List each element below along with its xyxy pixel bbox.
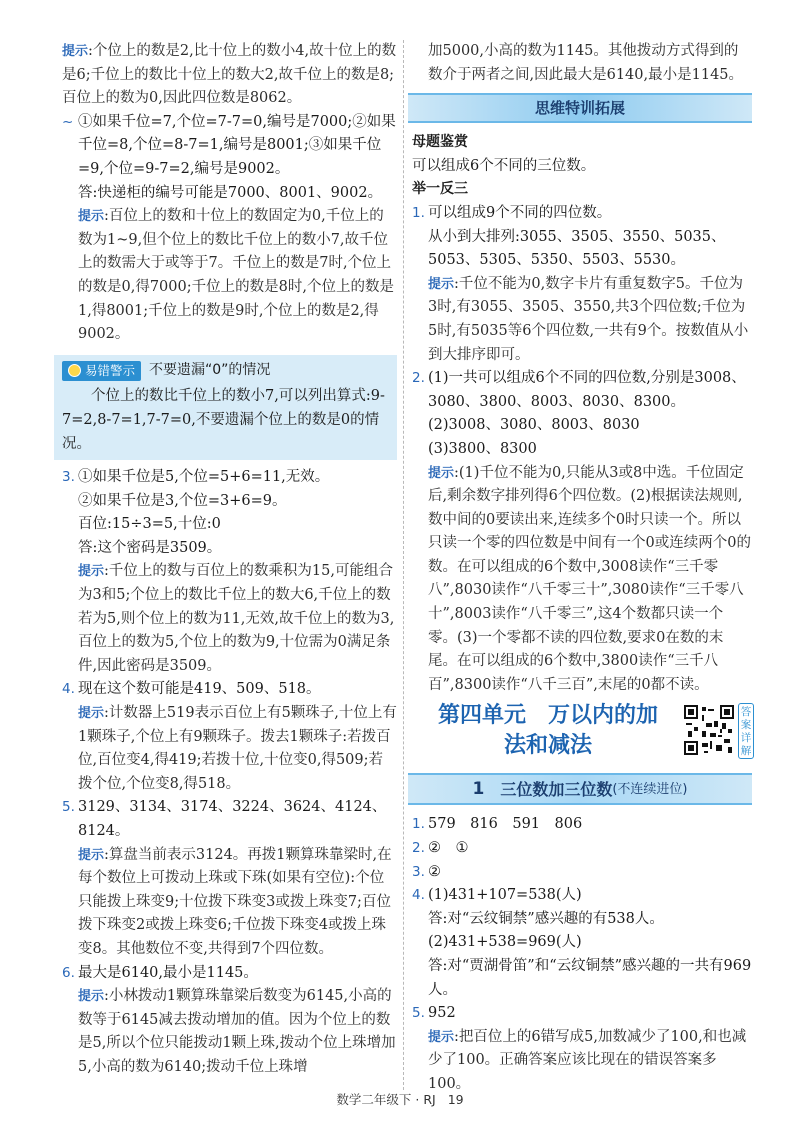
- error-warning-box: [54, 355, 397, 460]
- answer-item: [62, 111, 397, 347]
- item-number: 1.: [412, 816, 425, 833]
- answer-item: [412, 202, 752, 367]
- answer-item: [62, 962, 397, 1080]
- hint-block: 提示:小林拨动1颗算珠靠梁后数变为6145,小高的数等于6145减去拨动增加的值。因为个位上的数是5,所以个位只能拨动1颗上珠,拨动个位上珠增加5,小高的数为6140;拨动千位上珠增: [78, 988, 396, 1075]
- hint-block: 提示:算盘当前表示3124。再拨1颗算珠靠梁时,在每个数位上可拨动上珠或下珠(如果有空位):个位只能拨上珠变9;十位拨下珠变3或拨上珠变7;百位拨下珠变2或拨上珠变6;千位拨下珠变4或拨上珠变8。其他数位不变,共得到7个四位数。: [78, 846, 392, 957]
- item-number: ~: [62, 113, 74, 130]
- warning-badge: 易错警示: [62, 361, 141, 381]
- item-number: 4.: [62, 681, 75, 698]
- answer-text: 百位:15÷3=5,十位:0: [78, 516, 221, 533]
- answer-item: [62, 678, 397, 796]
- answer-text: (1)431+107=538(人): [428, 887, 582, 904]
- item-number: 2.: [412, 840, 425, 857]
- answer-item: [412, 861, 752, 885]
- answer-text: (2)431+538=969(人): [428, 934, 582, 951]
- answer-item: [412, 813, 752, 837]
- answer-text: (1)一共可以组成6个不同的四位数,分别是3008、3080、3800、8003、8030、8300。: [428, 370, 746, 410]
- answer-item: [62, 466, 397, 678]
- subsection-heading: 举一反三: [412, 181, 468, 198]
- answer-text: 可以组成9个不同的四位数。: [428, 204, 612, 221]
- item-number: 6.: [62, 964, 75, 981]
- answer-text: 答:快递柜的编号可能是7000、8001、9002。: [78, 184, 383, 201]
- hint-block: 提示:千位上的数与百位上的数乘积为15,可能组合为3和5;个位上的数比千位上的数大6,千位上的数若为5,则个位上的数为11,无效,故千位上的数为3,百位上的数为5,个位上的数为9,十位需为0满足条件,因此密码是3509。: [78, 563, 395, 674]
- answer-item: [412, 884, 752, 1002]
- hint-block: 提示:百位上的数和十位上的数固定为0,千位上的数为1~9,但个位上的数比千位上的数小7,故千位上的数需大于或等于7。千位上的数是7时,个位上的数是0,得7000;千位上的数是8时,个位上的数是1,得8001;千位上的数是9时,个位上的数是2,得9002。: [78, 208, 394, 343]
- item-number: 5.: [412, 1005, 425, 1022]
- unit-header: [412, 701, 752, 771]
- column-divider: [403, 40, 404, 1090]
- answer-item: [412, 1002, 752, 1096]
- hint-continuation: 加5000,小高的数为1145。其他拨动方式得到的数介于两者之间,因此最大是6140,最小是1145。: [428, 43, 744, 83]
- hint-block: 提示:(1)千位不能为0,只能从3或8中选。千位固定后,剩余数字排列得6个四位数。(2)根据读法规则,数中间的0要读出来,连续多个0时只读一个。所以只读一个零的四位数是中间有一个0或连续两个0的数。在可以组成的6个数中,3008读作“三千零八”,8030读作“八千零三十”,3080读作“三千零八十”,8003读作“八千零三”,这4个数都只读一个零。(3)一个零都不读的四位数,要求0在数的末尾。在可以组成的6个数中,3800读作“三千八百”,8300读作“八千三百”,末尾的0都不读。: [428, 464, 751, 693]
- hint-block: 提示:把百位上的6错写成5,加数减少了100,和也减少了100。正确答案应该比现在的错误答案多100。: [428, 1028, 747, 1092]
- answer-text: ①如果千位是5,个位=5+6=11,无效。: [78, 469, 330, 486]
- lesson-banner: [408, 773, 752, 805]
- right-column: [412, 40, 752, 1097]
- answer-text: 答:对“云纹铜禁”感兴趣的有538人。: [428, 910, 664, 927]
- lesson-title: 三位数加三位数: [500, 779, 613, 799]
- lesson-subtitle: (不连续进位): [612, 781, 688, 797]
- answer-item: [412, 367, 752, 697]
- answer-item: [62, 796, 397, 961]
- answer-text: 579 816 591 806: [428, 816, 583, 833]
- answer-text: 952: [428, 1005, 456, 1022]
- answer-text: ①如果千位=7,个位=7-7=0,编号是7000;②如果千位=8,个位=8-7=1,编号是8001;③如果千位=9,个位=9-7=2,编号是9002。: [78, 113, 396, 177]
- page-number: 19: [447, 1092, 464, 1107]
- answer-detail-tag: 答案详解: [738, 703, 754, 759]
- item-number: 1.: [412, 204, 425, 221]
- unit-title: 第四单元 万以内的加 法和减法: [437, 703, 658, 759]
- hint-block: 提示:个位上的数是2,比十位上的数小4,故十位上的数是6;千位上的数比十位上的数大2,故千位上的数是8;百位上的数为0,因此四位数是8062。: [62, 43, 397, 107]
- left-column: [62, 40, 397, 1080]
- answer-text: (3)3800、8300: [428, 440, 537, 457]
- answer-text: 答:这个密码是3509。: [78, 539, 222, 556]
- answer-text: ②: [428, 863, 441, 880]
- section-banner: 思维特训拓展: [408, 93, 752, 123]
- answer-text: ②如果千位是3,个位=3+6=9。: [78, 492, 287, 509]
- hint-block: 提示:计数器上519表示百位上有5颗珠子,十位上有1颗珠子,个位上有9颗珠子。拨去1颗珠子:若拨百位,百位变4,得419;若拨十位,十位变0,得509;若拨个位,个位变8,得518。: [78, 705, 397, 792]
- page-footer: [0, 1090, 800, 1108]
- answer-text: 3129、3134、3174、3224、3624、4124、8124。: [78, 799, 387, 839]
- item-number: 3.: [62, 469, 75, 486]
- answer-text: 从小到大排列:3055、3505、3550、5035、5053、5305、5350、5503、5530。: [428, 228, 726, 269]
- hint-block: 提示:千位不能为0,数字卡片有重复数字5。千位为3时,有3055、3505、3550,共3个四位数;千位为5时,有5035等6个四位数,一共有9个。按数值从小到大排序即可。: [428, 275, 749, 363]
- answer-text: (2)3008、3080、8003、8030: [428, 417, 640, 434]
- answer-text: 可以组成6个不同的三位数。: [412, 157, 596, 174]
- item-number: 5.: [62, 799, 75, 816]
- warning-title: 不要遗漏“0”的情况: [149, 361, 271, 378]
- answer-text: 答:对“贾湖骨笛”和“云纹铜禁”感兴趣的一共有969人。: [428, 958, 752, 998]
- item-number: 3.: [412, 863, 425, 880]
- item-number: 2.: [412, 370, 425, 387]
- qr-code-icon[interactable]: [684, 705, 734, 755]
- lightbulb-icon: [68, 364, 81, 377]
- subsection-heading: 母题鉴赏: [412, 134, 468, 151]
- answer-text: 最大是6140,最小是1145。: [78, 964, 258, 981]
- warning-text: 个位上的数比千位上的数小7,可以列出算式:9-7=2,8-7=1,7-7=0,不要遗漏个位上的数是0的情况。: [62, 388, 385, 452]
- lesson-number: 1: [472, 778, 485, 799]
- footer-subject: 数学二年级下 · RJ: [336, 1092, 436, 1107]
- answer-text: ② ①: [428, 840, 469, 857]
- answer-item: [412, 837, 752, 861]
- answer-text: 现在这个数可能是419、509、518。: [78, 681, 321, 698]
- item-number: 4.: [412, 887, 425, 904]
